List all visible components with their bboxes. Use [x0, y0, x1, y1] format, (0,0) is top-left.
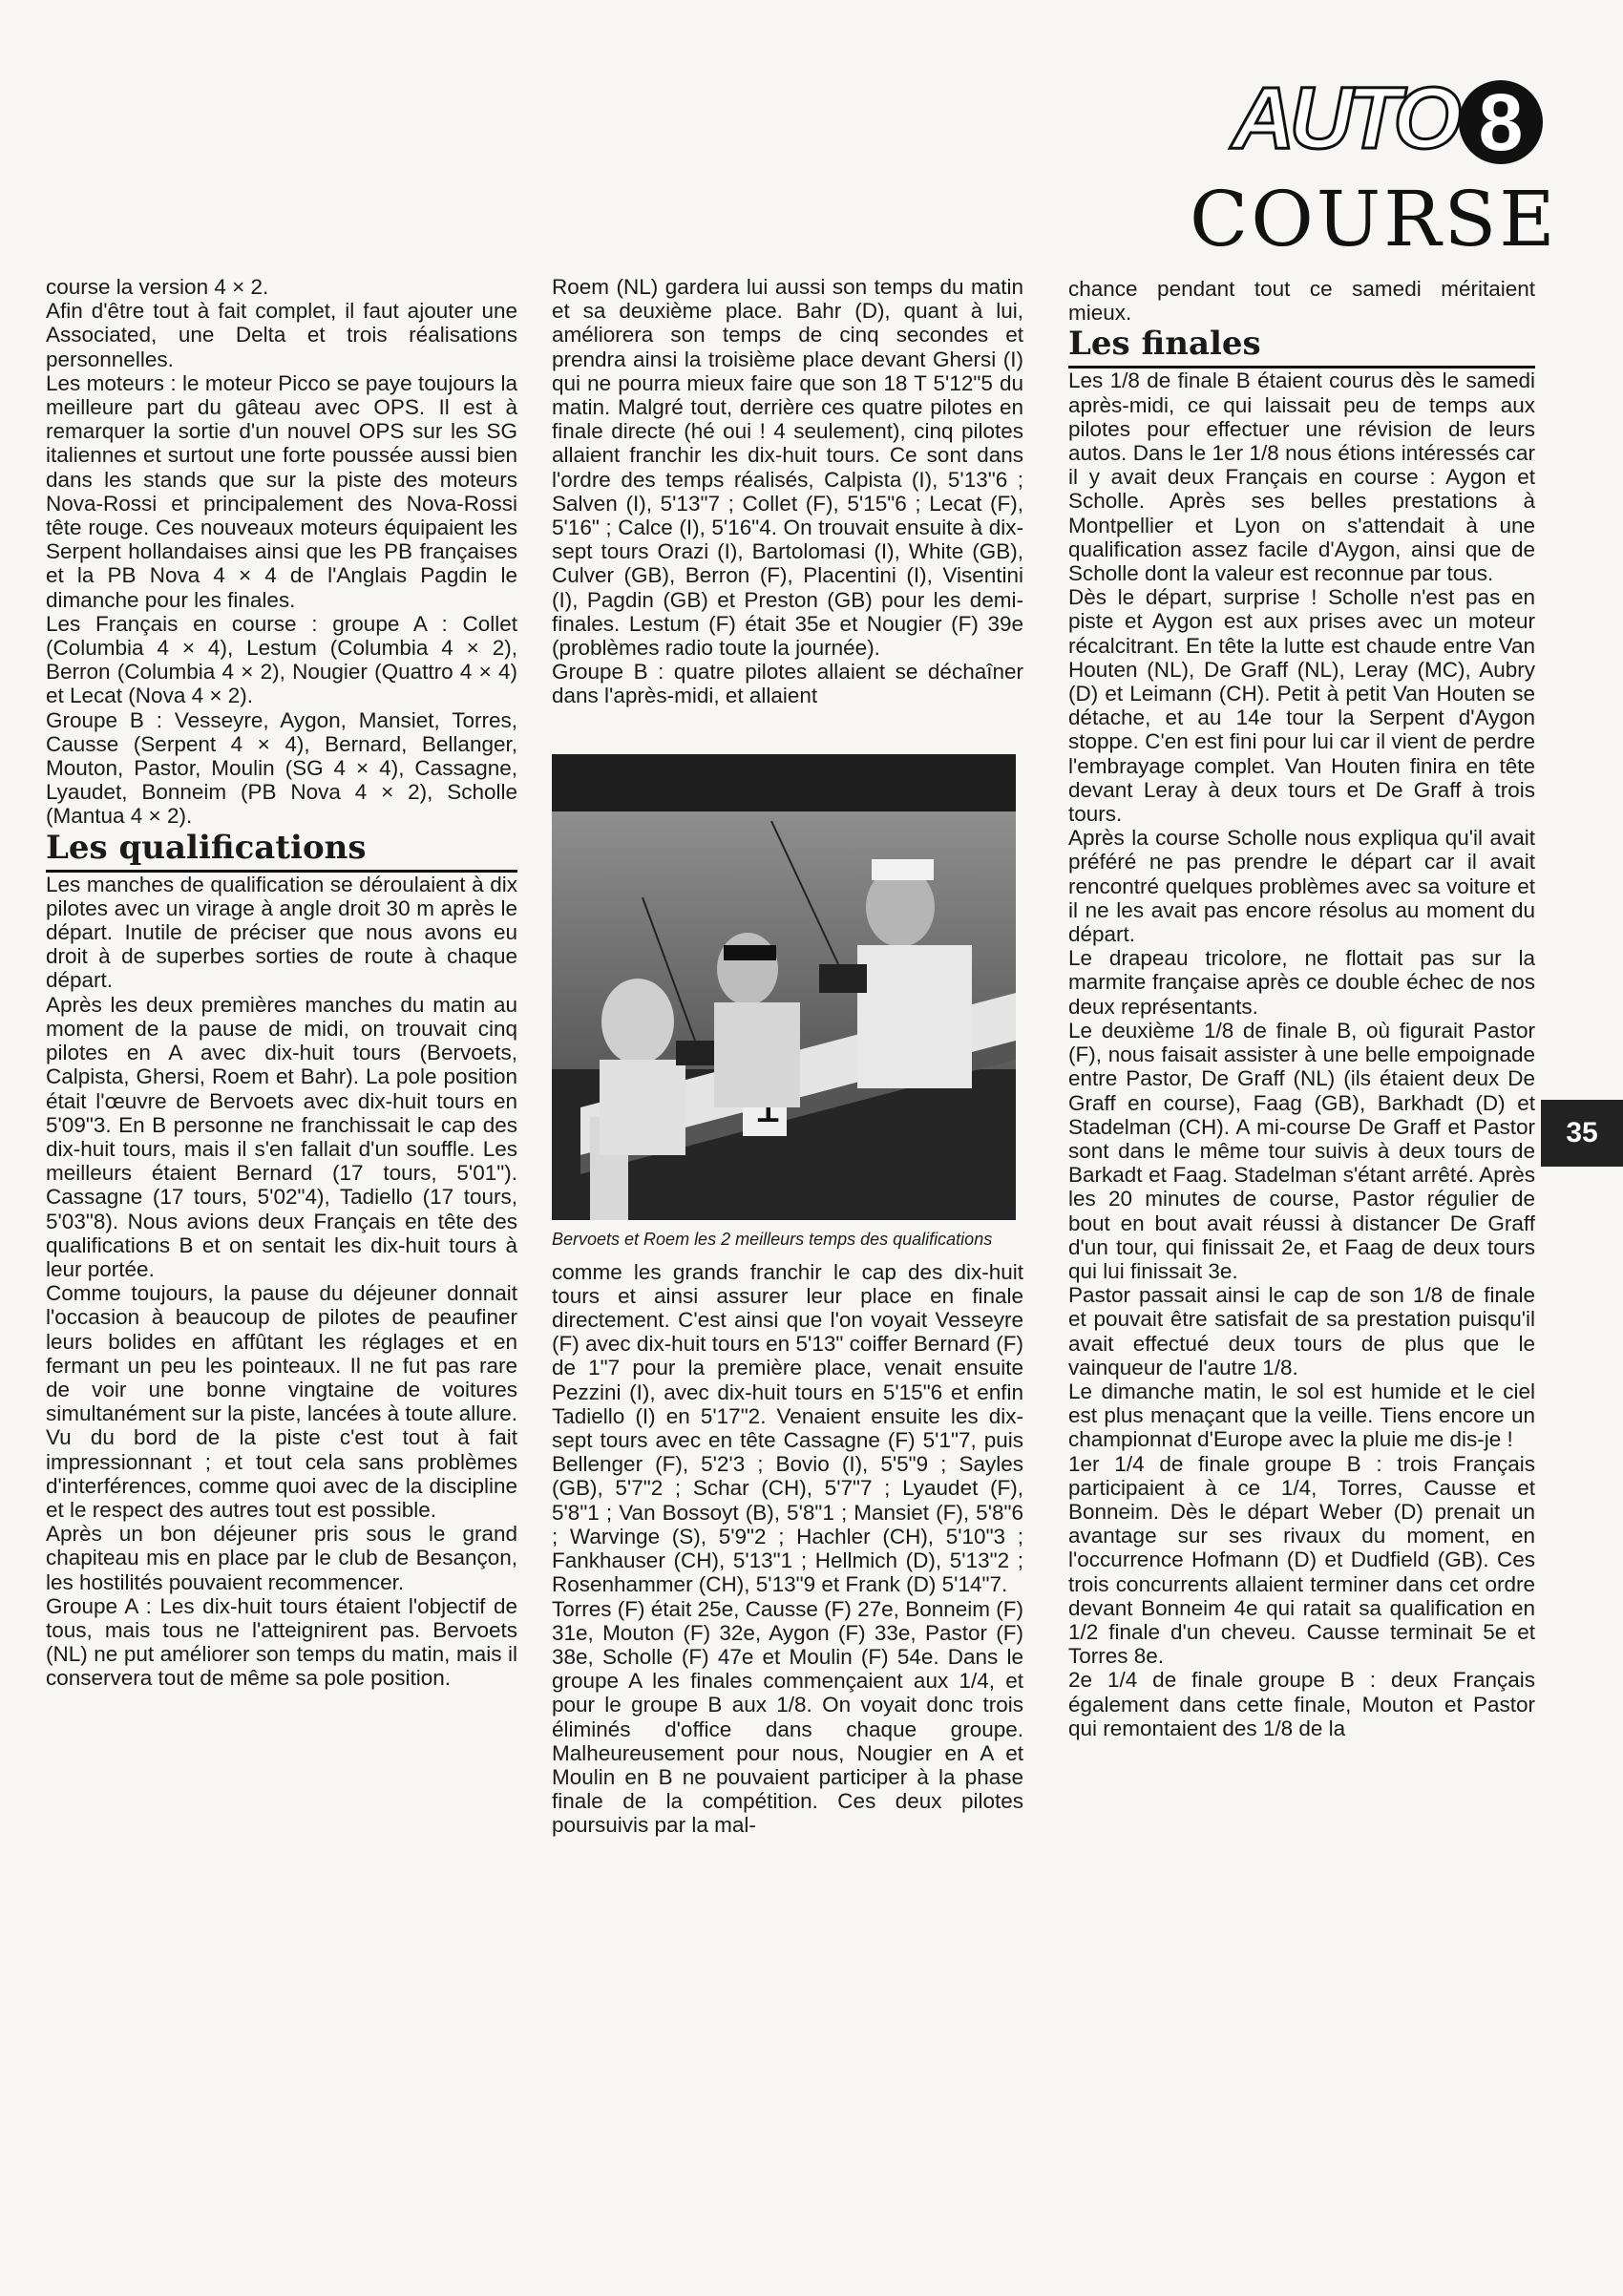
paragraph: Les 1/8 de finale B étaient courus dès le samedi après-midi, ce qui laissait peu de temps aux pilotes pour effectuer une révision de leurs autos. Dans le 1er 1/8 nous étions intéressés car il y avait deux Français en course : Aygon et Scholle. Après ses belles prestations à Montpellier et Lyon on s'attendait à une qualification assez facile d'Aygon, ainsi que de Scholle dont la valeur est reconnue par tous. — [1068, 369, 1535, 586]
column-2 — [552, 275, 1023, 1838]
paragraph: 1er 1/4 de finale groupe B : trois Français participaient à ce 1/4, Torres, Causse et Bonneim. Dès le départ Weber (D) prenait un avantage sur ses rivaux du moment, en l'occurrence Hofmann (D) et Dudfield (GB). Ces trois concurrents allaient terminer dans cet ordre devant Bonneim 4e qui ratait sa qualification en 1/2 finale d'un cheveu. Causse terminait 5e et Torres 8e. — [1068, 1451, 1535, 1669]
paragraph: course la version 4 × 2. — [46, 275, 269, 299]
photo-image — [552, 754, 1016, 1220]
paragraph: Groupe B : quatre pilotes allaient se déchaîner dans l'après-midi, et allaient — [552, 660, 1023, 708]
column-1 — [46, 275, 517, 1691]
paragraph: Comme toujours, la pause du déjeuner donnait l'occasion à beaucoup de pilotes de peaufiner leurs bolides en affûtant les réglages et en fermant un peu les pointeaux. Il ne fut pas rare de voir une bonne vingtaine de voitures simultanément sur la piste, lancées à toute allure. Vu du bord de la piste c'est tout à fait impressionnant ; et tout cela sans problèmes d'interférences, comme quoi avec de la discipline et le respect des autres tout est possible. — [46, 1281, 518, 1522]
paragraph: comme les grands franchir le cap des dix-huit tours et ainsi assurer leur place en finale directement. C'est ainsi que l'on voyait Vesseyre (F) avec dix-huit tours en 5'13" coiffer Bernard (F) de 1"7 pour la première place, venait ensuite Pezzini (I), avec dix-huit tours en 5'15"6 et enfin Tadiello (I) en 5'17"2. Venaient ensuite les dix-sept tours avec en tête Cassagne (F) 5'1"7, puis Bellenger (F), 5'2'3 ; Bovio (I), 5'5"9 ; Sayles (GB), 5'7"2 ; Schar (CH), 5'7"7 ; Lyaudet (F), 5'8"1 ; Van Bossoyt (B), 5'8"1 ; Mansiet (F), 5'8"6 ; Warvinge (S), 5'9"2 ; Hachler (CH), 5'10"3 ; Fankhauser (CH), 5'13"1 ; Hellmich (D), 5'13"2 ; Rosenhammer (CH), 5'13"9 et Frank (D) 5'14"7. — [552, 1259, 1023, 1597]
paragraph: Les moteurs : le moteur Picco se paye toujours la meilleure part du gâteau avec OPS. Il est à remarquer la sortie d'un nouvel OPS sur les SG italiennes et surtout une forte poussée aussi bien dans les stands que sur la piste des moteurs Nova-Rossi et principalement des Nova-Rossi tête rouge. Ces nouveaux moteurs équipaient les Serpent hollandaises ainsi que les PB françaises et la PB Nova 4 × 4 de l'Anglais Pagdin le dimanche pour les finales. — [46, 370, 517, 612]
auto8-logo — [1212, 70, 1547, 175]
paragraph: Pastor passait ainsi le cap de son 1/8 de finale et pouvait être satisfait de sa prestation puisqu'il avait effectué deux tours de plus que le vainqueur de l'autre 1/8. — [1068, 1283, 1535, 1380]
paragraph: Les Français en course : groupe A : Collet (Columbia 4 × 4), Lestum (Columbia 4 × 2), Berron (Columbia 4 × 2), Nougier (Quattro 4 × 4) et Lecat (Nova 4 × 2). — [46, 611, 517, 708]
heading-qualifications: Les qualifications — [46, 829, 517, 873]
paragraph: Afin d'être tout à fait complet, il faut ajouter une Associated, une Delta et trois réalisations personnelles. — [46, 299, 517, 371]
paragraph: Roem (NL) gardera lui aussi son temps du matin et sa deuxième place. Bahr (D), quant à lui, améliorera son temps de cinq secondes et prendra ainsi la troisième place devant Ghersi (I) qui ne pourra mieux faire que son 18 T 5'12"5 du matin. Malgré tout, derrière ces quatre pilotes en finale directe (hé oui ! 4 seulement), cinq pilotes allaient franchir les dix-huit tours. Ce sont dans l'ordre des temps réalisés, Calpista (I), 5'13"6 ; Salven (I), 5'13"7 ; Collet (F), 5'15"6 ; Lecat (F), 5'16" ; Calce (I), 5'16"4. On trouvait ensuite à dix-sept tours Orazi (I), Bartolomasi (I), White (GB), Culver (GB), Berron (F), Placentini (I), Visentini (I), Pagdin (GB) et Preston (GB) pour les demi-finales. Lestum (F) était 35e et Nougier (F) 39e (problèmes radio toute la journée). — [552, 275, 1023, 661]
paragraph: Le deuxième 1/8 de finale B, où figurait Pastor (F), nous faisait assister à une belle empoignade entre Pastor, De Graff (NL) (ils étaient deux De Graff en course), Faag (GB), Barkhadt (D) et Stadelman (CH). A mi-course De Graff et Pastor sont dans le même tour suivis à deux tours de Barkadt et Faag. Stadelman s'étant arrêté. Après les 20 minutes de course, Pastor régulier de bout en bout avait réussi à distancer De Graff d'un tour, qui finissait 2e, et Faag de deux tours qui lui finissait 3e. — [1068, 1018, 1535, 1283]
paragraph: 2e 1/4 de finale groupe B : deux Français également dans cette finale, Mouton et Pastor qui remontaient des 1/8 de la — [1068, 1668, 1535, 1740]
paragraph: Après un bon déjeuner pris sous le grand chapiteau mis en place par le club de Besançon, les hostilités pouvaient recommencer. — [46, 1522, 517, 1594]
logo-auto-text: AUTO — [1232, 70, 1456, 167]
page-number-tab: 35 — [1541, 1100, 1623, 1167]
section-title: COURSE — [1190, 175, 1558, 263]
column-3 — [1068, 277, 1535, 1740]
photo-caption: Bervoets et Roem les 2 meilleurs temps des qualifications — [552, 1229, 993, 1249]
photo-drivers — [552, 754, 1016, 1220]
paragraph: Torres (F) était 25e, Causse (F) 27e, Bonneim (F) 31e, Mouton (F) 32e, Aygon (F) 33e, Pastor (F) 38e, Scholle (F) 47e et Moulin (F) 54e. Dans le groupe A les finales commençaient aux 1/4, et pour le groupe B aux 1/8. On voyait donc trois éliminés d'office dans chaque groupe. Malheureusement pour nous, Nougier en A et Moulin en B ne pouvaient participer à la phase finale de la compétition. Ces deux pilotes poursuivis par la mal- — [552, 1596, 1023, 1838]
paragraph: Groupe A : Les dix-huit tours étaient l'objectif de tous, mais tous ne l'atteignirent pas. Bervoets (NL) ne put améliorer son temps du matin, mais il conservera tout de même sa pole position. — [46, 1593, 517, 1691]
paragraph: Après la course Scholle nous expliqua qu'il avait préféré ne pas prendre le départ car il avait rencontré quelques problèmes avec sa voiture et il ne les avait pas encore résolus au moment du départ. — [1068, 826, 1535, 947]
paragraph: Après les deux premières manches du matin au moment de la pause de midi, on trouvait cinq pilotes en A avec dix-huit tours (Bervoets, Calpista, Ghersi, Roem et Bahr). La pole position était l'œuvre de Bervoets avec dix-huit tours en 5'09"3. En B personne ne franchissait le cap des dix-huit tours, mais il s'en fallait d'un souffle. Les meilleurs étaient Bernard (17 tours, 5'01"). Cassagne (17 tours, 5'02"4), Tadiello (17 tours, 5'03"8). Nous avions deux Français en tête des qualifications B et on sentait les dix-huit tours à leur portée. — [46, 992, 517, 1281]
paragraph: Le dimanche matin, le sol est humide et le ciel est plus menaçant que la veille. Tiens encore un championnat d'Europe avec la pluie me dis-je ! — [1068, 1379, 1535, 1452]
logo-mark — [1232, 70, 1547, 170]
paragraph: Les manches de qualification se déroulaient à dix pilotes avec un virage à angle droit 30 m après le départ. Inutile de préciser que nous avons eu droit à de superbes sorties de route à chaque départ. — [46, 872, 517, 993]
paragraph: Dès le départ, surprise ! Scholle n'est pas en piste et Aygon est aux prises avec un moteur récalcitrant. En tête la lutte est chaude entre Van Houten (NL), De Graff (NL), Leray (MC), Aubry (D) et Leimann (CH). Petit à petit Van Houten se détache, et au 14e tour la Serpent d'Aygon stoppe. C'en est fini pour lui car il vient de perdre l'embrayage complet. Van Houten finira en tête devant Leray à deux tours et De Graff à trois tours. — [1068, 585, 1535, 827]
logo-eight-badge: 8 — [1459, 80, 1543, 164]
paragraph: Groupe B : Vesseyre, Aygon, Mansiet, Torres, Causse (Serpent 4 × 4), Bernard, Bellanger, Mouton, Pastor, Moulin (SG 4 × 4), Cassagne, Lyaudet, Bonneim (PB Nova 4 × 2), Scholle (Mantua 4 × 2). — [46, 707, 517, 829]
paragraph: chance pendant tout ce samedi méritaient mieux. — [1068, 277, 1535, 326]
heading-finales: Les finales — [1068, 325, 1535, 369]
paragraph: Le drapeau tricolore, ne flottait pas sur la marmite française après ce double échec de nos deux représentants. — [1068, 946, 1535, 1019]
